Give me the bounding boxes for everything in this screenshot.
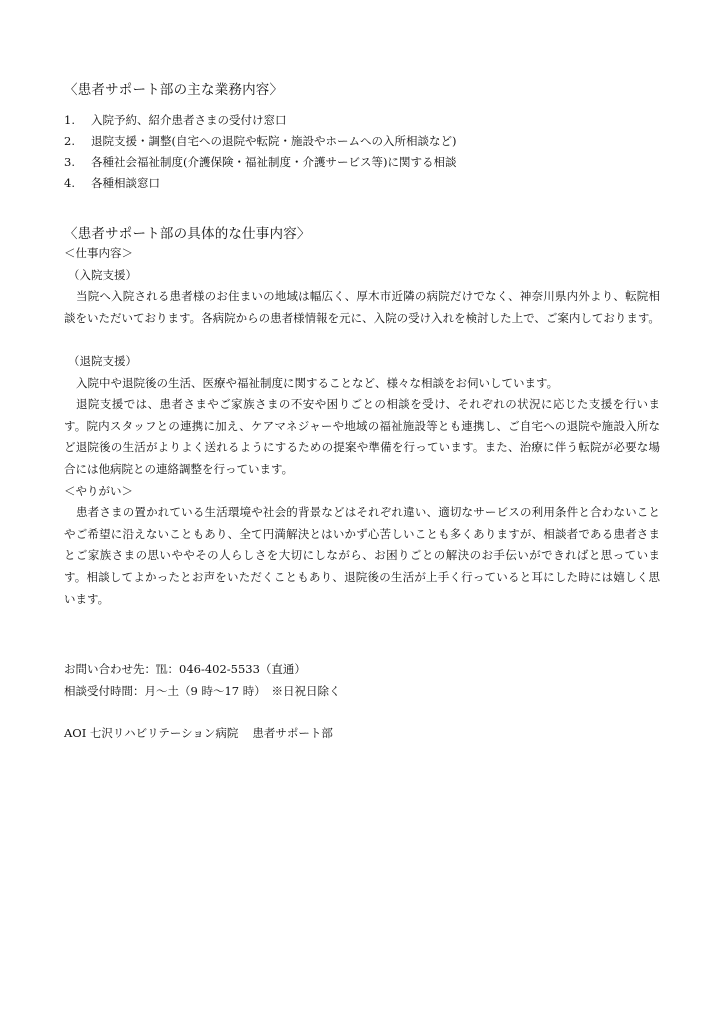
work-content-block <box>64 243 660 610</box>
duties-list <box>64 110 456 194</box>
footer <box>64 724 333 742</box>
discharge-support-text-1: 入院中や退院後の生活、医療や福祉制度に関することなど、様々な相談をお伺いしています。 <box>76 375 559 390</box>
list-item-text: 各種社会福祉制度(介護保険・福祉制度・介護サービス等)に関する相談 <box>91 155 457 169</box>
list-item-number: 1. <box>64 113 75 127</box>
section-heading-specific-work: 〈患者サポート部の具体的な仕事内容〉 <box>64 226 311 242</box>
list-item-text: 入院予約、紹介患者さまの受付け窓口 <box>91 113 287 127</box>
rewarding-text: 患者さまの置かれている生活環境や社会的背景などはそれぞれ違い、適切なサービスの利用条件と合わないことやご希望に沿えないこともあり、全て円満解決とはいかず心苦しいことも多くありますが、相談者である患者さまとご家族さまの思いややその人らしさを大切にしながら、お困りごとの解決のお手伝いができればと思っています。相談してよかったとお声をいただくこともあり、退院後の生活が上手く行っていると耳にした時には嬉しく思います。 <box>64 505 660 606</box>
department-name: 患者サポート部 <box>252 726 333 740</box>
list-item-number: 2. <box>64 134 75 148</box>
contact-hours: 相談受付時間：月〜土（9 時〜17 時） ※日祝日除く <box>64 684 341 698</box>
spacer <box>64 329 660 351</box>
rewarding-label: ＜やりがい＞ <box>64 483 133 498</box>
discharge-support-text-2: 退院支援では、患者さまやご家族さまの不安や困りごとの相談を受け、それぞれの状況に応じた支援を行います。院内スタッフとの連携に加え、ケアマネジャーや地域の福祉施設等とも連携し、ご自宅への退院や施設入所など退院後の生活がよりよく送れるようにするための提案や準備を行っています。また、治療に伴う転院が必要な場合には他病院との連絡調整を行っています。 <box>64 397 660 476</box>
list-item <box>64 110 456 131</box>
list-item-number: 4. <box>64 176 75 190</box>
work-content-label: ＜仕事内容＞ <box>64 246 133 260</box>
list-item-number: 3. <box>64 155 75 169</box>
list-item <box>64 131 456 152</box>
admission-support-text: 当院へ入院される患者様のお住まいの地域は幅広く、厚木市近隣の病院だけでなく、神奈川県内外より、転院相談をいただいております。各病院からの患者様情報を元に、入院の受け入れを検討した上で、ご案内しております。 <box>64 289 660 325</box>
section-heading-main-duties: 〈患者サポート部の主な業務内容〉 <box>64 82 284 98</box>
list-item <box>64 173 456 194</box>
hospital-name: AOI 七沢リハビリテーション病院 <box>64 726 239 740</box>
contact-phone: お問い合わせ先：℡：046-402-5533（直通） <box>64 662 306 676</box>
list-item-text: 退院支援・調整(自宅への退院や転院・施設やホームへの入所相談など) <box>91 134 457 148</box>
list-item <box>64 152 456 173</box>
discharge-support-label: （退院支援） <box>68 353 137 368</box>
contact-info <box>64 658 341 702</box>
admission-support-label: （入院支援） <box>68 267 137 282</box>
list-item-text: 各種相談窓口 <box>91 176 160 190</box>
